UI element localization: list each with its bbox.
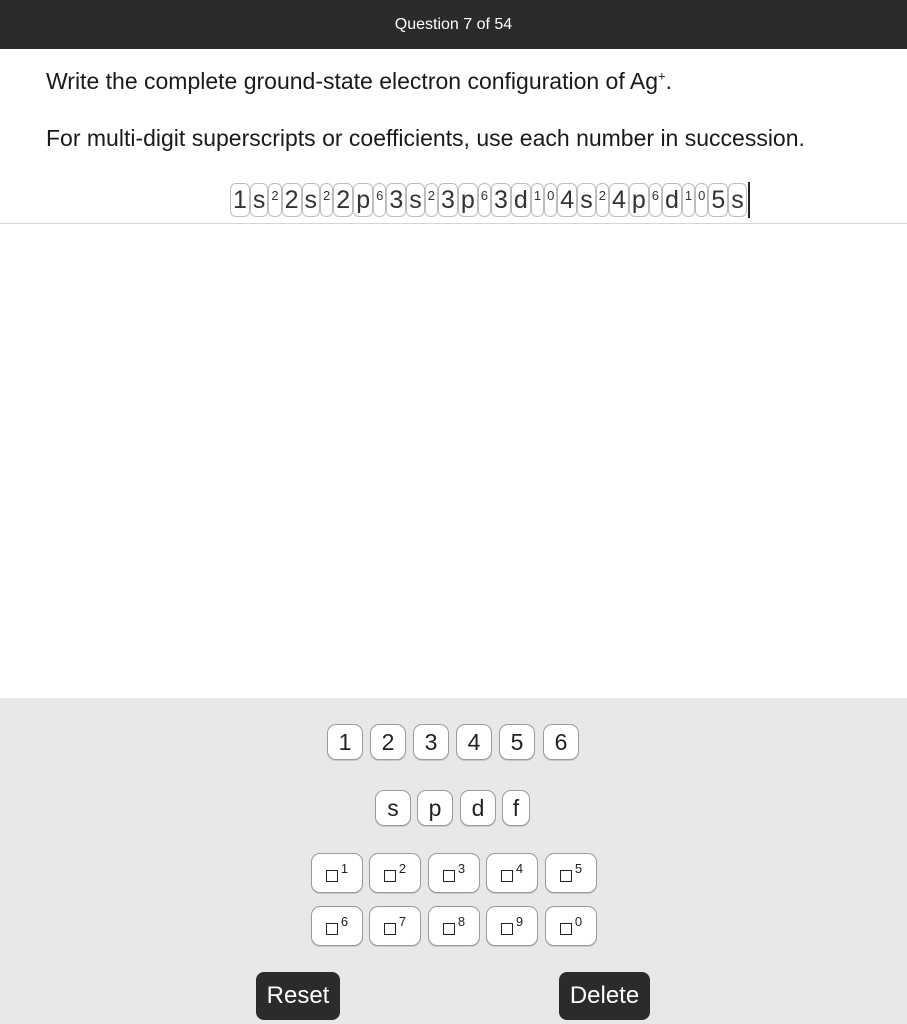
key-orbital-p[interactable]: p <box>417 790 453 826</box>
placeholder-box-icon <box>384 870 396 882</box>
question-prompt <box>46 68 672 95</box>
answer-token: d <box>511 183 531 217</box>
superscript-digit: 5 <box>574 861 583 876</box>
answer-token-superscript: 0 <box>695 183 708 217</box>
key-number-2[interactable]: 2 <box>370 724 406 760</box>
key-number-4[interactable]: 4 <box>456 724 492 760</box>
key-number-6[interactable]: 6 <box>543 724 579 760</box>
superscript-digit: 3 <box>457 861 466 876</box>
question-counter: Question 7 of 54 <box>394 15 513 33</box>
answer-token-superscript: 0 <box>544 183 557 217</box>
answer-token: 3 <box>438 183 458 217</box>
key-superscript-5[interactable] <box>545 853 597 893</box>
answer-token: s <box>577 183 596 217</box>
answer-token-superscript: 2 <box>596 183 609 217</box>
answer-token-superscript: 2 <box>425 183 438 217</box>
superscript-digit: 7 <box>398 914 407 929</box>
divider <box>0 223 907 224</box>
superscript-digit: 8 <box>457 914 466 929</box>
key-orbital-s[interactable]: s <box>375 790 411 826</box>
key-superscript-2[interactable] <box>369 853 421 893</box>
text-caret <box>748 182 750 218</box>
delete-button[interactable]: Delete <box>559 972 650 1020</box>
answer-token: s <box>406 183 425 217</box>
prompt-end: . <box>665 68 672 94</box>
superscript-digit: 4 <box>515 861 524 876</box>
answer-token-superscript: 1 <box>682 183 695 217</box>
placeholder-box-icon <box>443 870 455 882</box>
answer-field[interactable] <box>230 180 750 220</box>
answer-token: 4 <box>609 183 629 217</box>
answer-token: 3 <box>386 183 406 217</box>
key-superscript-6[interactable] <box>311 906 363 946</box>
answer-token-superscript: 6 <box>649 183 662 217</box>
placeholder-box-icon <box>501 923 513 935</box>
answer-token-superscript: 2 <box>320 183 333 217</box>
key-number-1[interactable]: 1 <box>327 724 363 760</box>
answer-token: s <box>728 183 747 217</box>
placeholder-box-icon <box>560 870 572 882</box>
answer-token-superscript: 2 <box>268 183 281 217</box>
key-number-3[interactable]: 3 <box>413 724 449 760</box>
answer-token: 4 <box>557 183 577 217</box>
superscript-digit: 1 <box>340 861 349 876</box>
placeholder-box-icon <box>501 870 513 882</box>
superscript-digit: 9 <box>515 914 524 929</box>
key-orbital-d[interactable]: d <box>460 790 496 826</box>
key-superscript-0[interactable] <box>545 906 597 946</box>
key-superscript-4[interactable] <box>486 853 538 893</box>
key-superscript-3[interactable] <box>428 853 480 893</box>
answer-token: s <box>302 183 321 217</box>
reset-button[interactable]: Reset <box>256 972 340 1020</box>
header-bar <box>0 0 907 49</box>
ion-charge: + <box>657 68 666 84</box>
superscript-digit: 0 <box>574 914 583 929</box>
key-superscript-9[interactable] <box>486 906 538 946</box>
key-superscript-7[interactable] <box>369 906 421 946</box>
answer-token: 2 <box>282 183 302 217</box>
key-number-5[interactable]: 5 <box>499 724 535 760</box>
placeholder-box-icon <box>560 923 572 935</box>
key-orbital-f[interactable]: f <box>502 790 530 826</box>
answer-token: p <box>353 183 373 217</box>
question-instruction: For multi-digit superscripts or coefficients, use each number in succession. <box>46 125 805 151</box>
answer-token: d <box>662 183 682 217</box>
answer-token-superscript: 6 <box>478 183 491 217</box>
answer-token: p <box>458 183 478 217</box>
answer-token: 3 <box>491 183 511 217</box>
prompt-text: Write the complete ground-state electron configuration of Ag <box>46 68 658 94</box>
answer-token: 1 <box>230 183 250 217</box>
answer-token: 2 <box>333 183 353 217</box>
key-superscript-8[interactable] <box>428 906 480 946</box>
placeholder-box-icon <box>326 923 338 935</box>
answer-token-superscript: 1 <box>531 183 544 217</box>
answer-token: p <box>629 183 649 217</box>
superscript-digit: 6 <box>340 914 349 929</box>
placeholder-box-icon <box>443 923 455 935</box>
answer-token: 5 <box>708 183 728 217</box>
keypad-panel <box>0 698 907 1024</box>
answer-token-superscript: 6 <box>373 183 386 217</box>
answer-token: s <box>250 183 269 217</box>
superscript-digit: 2 <box>398 861 407 876</box>
key-superscript-1[interactable] <box>311 853 363 893</box>
placeholder-box-icon <box>326 870 338 882</box>
placeholder-box-icon <box>384 923 396 935</box>
